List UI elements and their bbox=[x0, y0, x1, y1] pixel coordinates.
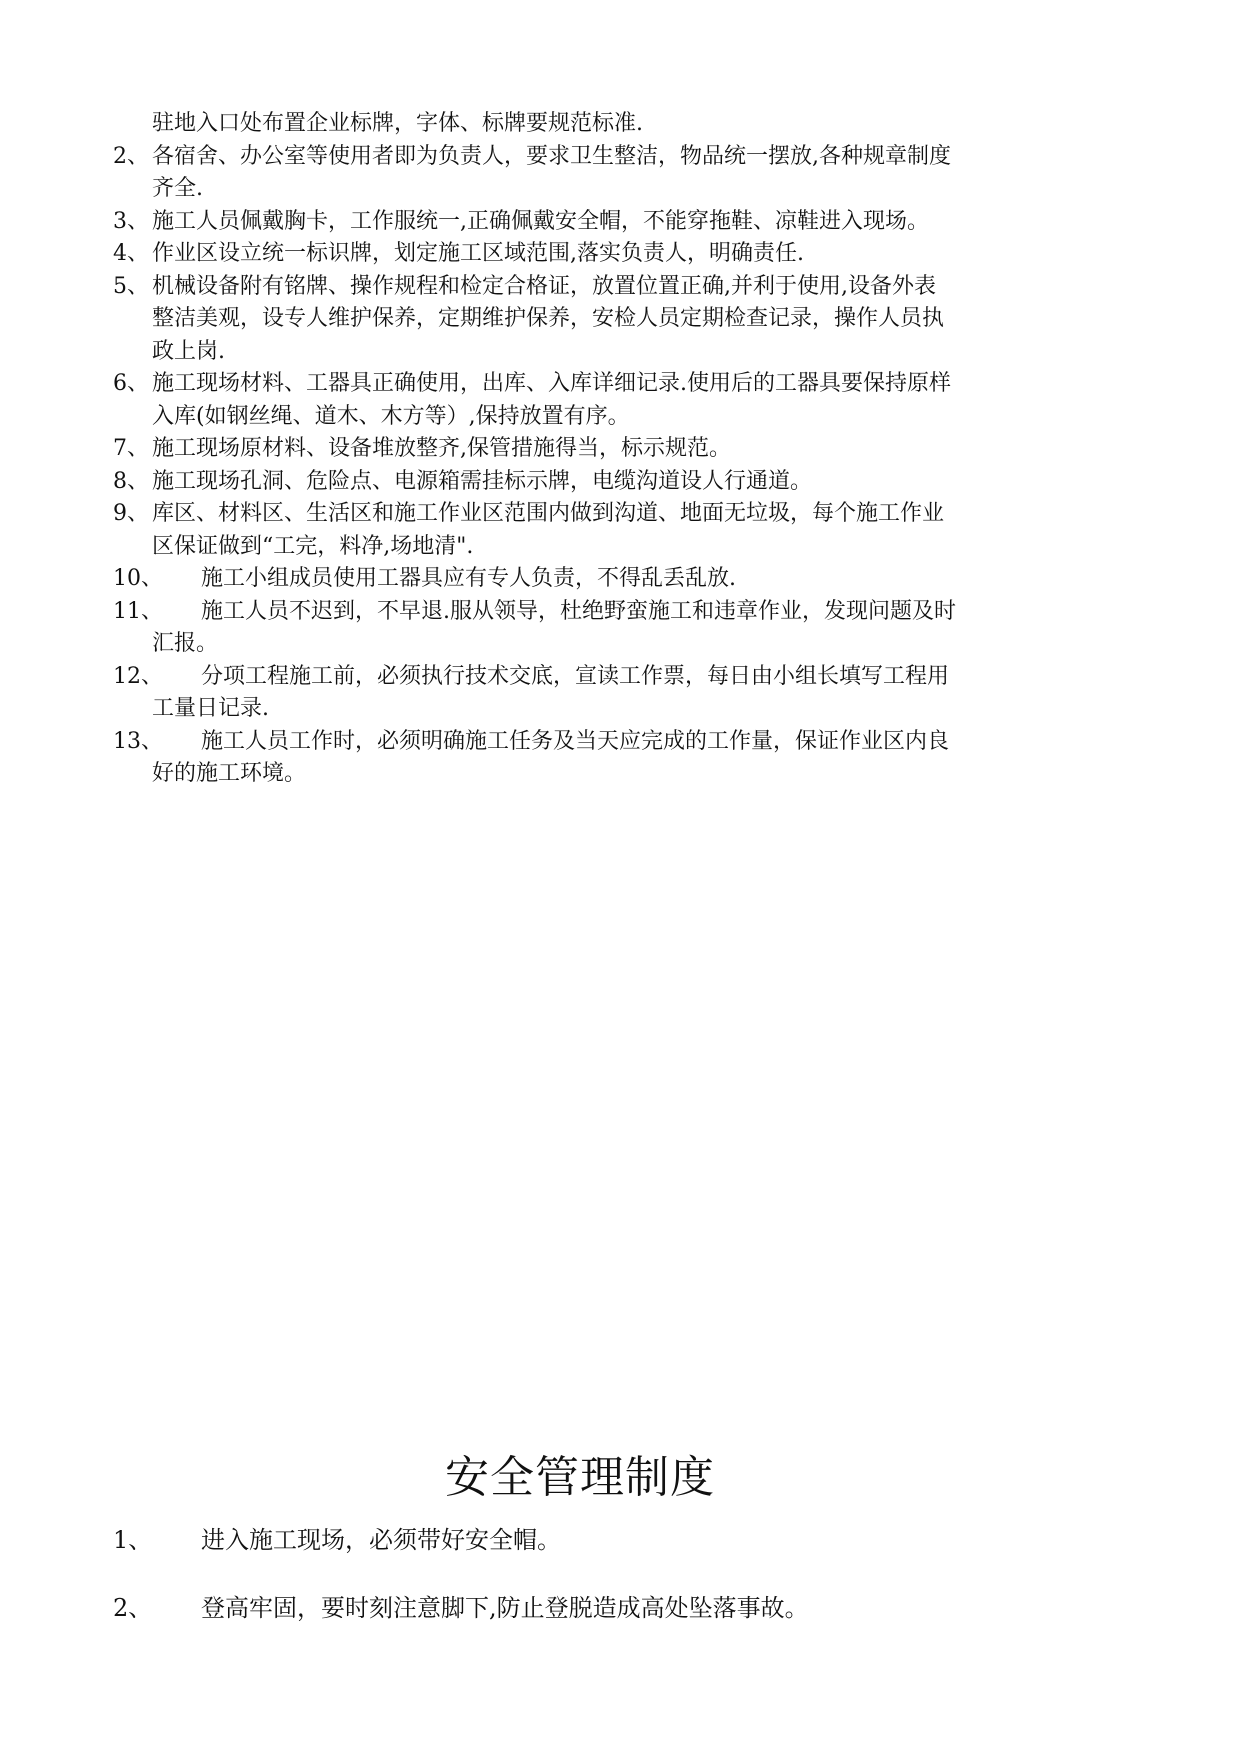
list-text: 分项工程施工前，必须执行技术交底，宣读工作票，每日由小组长填写工程用 bbox=[201, 663, 950, 689]
list-text: 施工现场材料、工器具正确使用，出库、入库详细记录.使用后的工器具要保持原样 bbox=[152, 371, 951, 396]
list-text-continuation: 齐全. bbox=[152, 176, 203, 201]
list-number: 5、 bbox=[113, 273, 149, 299]
list-text-continuation: 区保证做到“工完，料净,场地清". bbox=[152, 533, 474, 559]
list-number: 13、 bbox=[113, 728, 163, 754]
list-item bbox=[113, 433, 1053, 466]
safety-rules-list bbox=[113, 1522, 1053, 1658]
list-number: 11、 bbox=[113, 598, 163, 624]
list-item bbox=[113, 368, 1053, 401]
list-item bbox=[113, 498, 1053, 531]
list-number: 8、 bbox=[113, 468, 149, 494]
list-text-continuation: 好的施工环境。 bbox=[152, 761, 307, 786]
list-text-continuation: 工量日记录. bbox=[152, 696, 269, 721]
list-item bbox=[113, 466, 1053, 499]
section-title: 安全管理制度 bbox=[445, 1452, 715, 1503]
list-number: 1、 bbox=[113, 1526, 153, 1554]
list-number: 4、 bbox=[113, 241, 149, 266]
list-item bbox=[113, 141, 1053, 174]
list-text: 机械设备附有铭牌、操作规程和检定合格证，放置位置正确,并利于使用,设备外表 bbox=[152, 273, 936, 299]
list-text: 施工人员佩戴胸卡，工作服统一,正确佩戴安全帽，不能穿拖鞋、凉鞋进入现场。 bbox=[152, 208, 929, 234]
list-number: 3、 bbox=[113, 208, 149, 234]
list-text: 施工人员工作时，必须明确施工任务及当天应完成的工作量，保证作业区内良 bbox=[201, 728, 950, 754]
list-number: 12、 bbox=[113, 663, 163, 689]
list-text-continuation: 汇报。 bbox=[152, 631, 219, 656]
list-number: 6、 bbox=[113, 371, 149, 396]
list-item bbox=[113, 206, 1053, 239]
list-text: 库区、材料区、生活区和施工作业区范围内做到沟道、地面无垃圾，每个施工作业 bbox=[152, 501, 945, 526]
list-text: 登高牢固，要时刻注意脚下,防止登脱造成高处坠落事故。 bbox=[201, 1594, 809, 1622]
list-item bbox=[113, 661, 1053, 694]
list-item bbox=[113, 596, 1053, 629]
list-number: 9、 bbox=[113, 501, 149, 526]
site-management-list bbox=[113, 108, 1053, 791]
list-item bbox=[113, 1522, 1053, 1558]
list-text: 各宿舍、办公室等使用者即为负责人，要求卫生整洁，物品统一摆放,各种规章制度 bbox=[152, 143, 951, 169]
list-text-continuation: 入库(如钢丝绳、道木、木方等）,保持放置有序。 bbox=[152, 403, 630, 429]
list-text-continuation: 整洁美观，设专人维护保养，定期维护保养，安检人员定期检查记录，操作人员执 bbox=[152, 306, 945, 331]
list-number: 7、 bbox=[113, 436, 149, 461]
list-text: 施工现场孔洞、危险点、电源箱需挂标示牌，电缆沟道设人行通道。 bbox=[152, 468, 813, 494]
list-item bbox=[113, 271, 1053, 304]
list-item bbox=[113, 563, 1053, 596]
list-text: 进入施工现场，必须带好安全帽。 bbox=[201, 1526, 561, 1554]
list-text-continuation: 政上岗. bbox=[152, 338, 225, 364]
list-number: 2、 bbox=[113, 1594, 153, 1622]
list-number: 10、 bbox=[113, 566, 163, 591]
list-text: 施工现场原材料、设备堆放整齐,保管措施得当，标示规范。 bbox=[152, 436, 731, 461]
list-number: 2、 bbox=[113, 143, 149, 169]
list-item bbox=[113, 1590, 1053, 1626]
list-item bbox=[113, 726, 1053, 759]
list-text: 施工人员不迟到，不早退.服从领导，杜绝野蛮施工和违章作业，发现问题及时 bbox=[201, 598, 956, 624]
list-text: 作业区设立统一标识牌，划定施工区域范围,落实负责人，明确责任. bbox=[152, 241, 804, 266]
list-item bbox=[113, 238, 1053, 271]
list-text: 施工小组成员使用工器具应有专人负责，不得乱丢乱放. bbox=[201, 566, 736, 591]
list-item-continuation: 驻地入口处布置企业标牌，字体、标牌要规范标准. bbox=[152, 111, 643, 136]
